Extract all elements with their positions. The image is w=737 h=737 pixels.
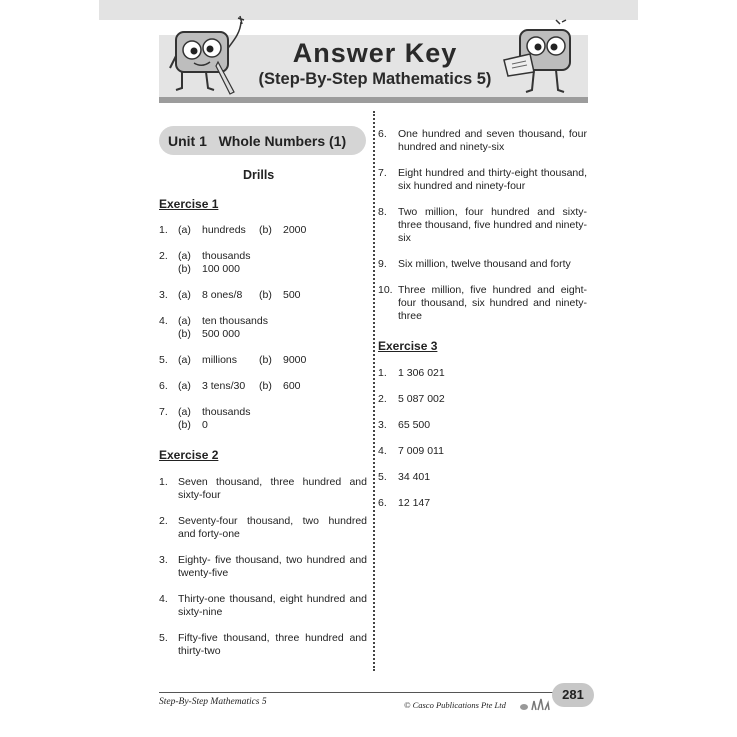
unit-header bbox=[168, 133, 346, 149]
part-a-label: (a) bbox=[178, 354, 191, 366]
item-answer: Eight hundred and thirty-eight thousand, six hundred and ninety-four bbox=[398, 167, 587, 192]
item-answer: 5 087 002 bbox=[398, 393, 445, 405]
part-a-answer: ten thousands bbox=[202, 315, 268, 327]
part-a-answer: thousands bbox=[202, 406, 251, 418]
part-b-label: (b) bbox=[178, 263, 191, 275]
unit-label: Unit 1 bbox=[168, 133, 207, 149]
exercise-2-item-6 bbox=[378, 128, 588, 156]
part-b-answer: 100 000 bbox=[202, 263, 240, 275]
part-b-label: (b) bbox=[178, 328, 191, 340]
part-b-answer: 600 bbox=[283, 380, 301, 392]
part-b-answer: 2000 bbox=[283, 224, 307, 236]
item-number: 9. bbox=[378, 258, 387, 270]
part-b-answer: 0 bbox=[202, 419, 208, 431]
part-a-answer: 8 ones/8 bbox=[202, 289, 243, 301]
part-a-label: (a) bbox=[178, 380, 191, 392]
part-b-label: (b) bbox=[259, 289, 272, 301]
exercise-3-item-3 bbox=[378, 419, 578, 433]
part-a-answer: hundreds bbox=[202, 224, 246, 236]
column-divider bbox=[373, 111, 375, 671]
exercise-2-item-4 bbox=[159, 593, 369, 621]
exercise-3-item-1 bbox=[378, 367, 578, 381]
item-number: 8. bbox=[378, 206, 387, 218]
item-number: 7. bbox=[159, 406, 168, 418]
page-number: 281 bbox=[552, 683, 594, 707]
exercise-2-item-8 bbox=[378, 206, 588, 247]
item-answer: Seven thousand, three hundred and sixty-four bbox=[178, 476, 367, 501]
exercise-3-item-4 bbox=[378, 445, 578, 459]
item-number: 3. bbox=[159, 289, 168, 301]
part-b-answer: 500 000 bbox=[202, 328, 240, 340]
item-number: 1. bbox=[159, 224, 168, 236]
exercise-1-item-3 bbox=[159, 289, 369, 303]
exercise-1-item-6 bbox=[159, 380, 369, 394]
item-answer: 1 306 021 bbox=[398, 367, 445, 379]
grass-decoration-icon bbox=[518, 697, 552, 711]
part-a-answer: 3 tens/30 bbox=[202, 380, 246, 392]
item-number: 2. bbox=[159, 250, 168, 262]
part-b-label: (b) bbox=[259, 354, 272, 366]
exercise-2-item-2 bbox=[159, 515, 369, 543]
exercise-3-item-2 bbox=[378, 393, 578, 407]
item-number: 1. bbox=[378, 367, 387, 379]
item-number: 2. bbox=[378, 393, 387, 405]
item-number: 1. bbox=[159, 476, 168, 488]
exercise-1-item-7 bbox=[159, 406, 369, 434]
exercise-1-item-1 bbox=[159, 224, 369, 238]
item-number: 6. bbox=[378, 497, 387, 509]
exercise-3-item-5 bbox=[378, 471, 578, 485]
item-number: 4. bbox=[159, 315, 168, 327]
item-number: 4. bbox=[378, 445, 387, 457]
item-number: 5. bbox=[159, 632, 168, 644]
item-number: 5. bbox=[159, 354, 168, 366]
exercise-2-title: Exercise 2 bbox=[159, 448, 219, 462]
item-number: 6. bbox=[378, 128, 387, 140]
item-number: 7. bbox=[378, 167, 387, 179]
item-answer: Thirty-one thousand, eight hundred and sixty-nine bbox=[178, 593, 367, 618]
item-answer: Seventy-four thousand, two hundred and forty-one bbox=[178, 515, 367, 540]
footer-publisher: © Casco Publications Pte Ltd bbox=[404, 700, 506, 710]
exercise-1-item-5 bbox=[159, 354, 369, 368]
exercise-2-item-10 bbox=[378, 284, 588, 325]
item-answer: 65 500 bbox=[398, 419, 431, 431]
footer-book-title: Step-By-Step Mathematics 5 bbox=[159, 697, 267, 707]
exercise-2-item-9 bbox=[378, 258, 588, 272]
part-b-answer: 9000 bbox=[283, 354, 307, 366]
item-answer: 12 147 bbox=[398, 497, 431, 509]
item-number: 6. bbox=[159, 380, 168, 392]
item-answer: Fifty-five thousand, three hundred and thirty-two bbox=[178, 632, 367, 657]
part-a-label: (a) bbox=[178, 315, 191, 327]
exercise-2-item-3 bbox=[159, 554, 369, 582]
part-b-label: (b) bbox=[259, 380, 272, 392]
part-a-answer: thousands bbox=[202, 250, 251, 262]
part-a-answer: millions bbox=[202, 354, 238, 366]
item-number: 5. bbox=[378, 471, 387, 483]
item-number: 2. bbox=[159, 515, 168, 527]
exercise-1-item-2 bbox=[159, 250, 369, 278]
part-b-label: (b) bbox=[178, 419, 191, 431]
item-answer: Eighty- five thousand, two hundred and twenty-five bbox=[178, 554, 367, 579]
part-a-label: (a) bbox=[178, 250, 191, 262]
item-answer: Six million, twelve thousand and forty bbox=[398, 258, 571, 270]
unit-name: Whole Numbers (1) bbox=[218, 133, 347, 149]
part-a-label: (a) bbox=[178, 406, 191, 418]
drills-heading: Drills bbox=[243, 168, 275, 182]
part-a-label: (a) bbox=[178, 224, 191, 236]
item-number: 4. bbox=[159, 593, 168, 605]
exercise-1-item-4 bbox=[159, 315, 369, 343]
part-a-label: (a) bbox=[178, 289, 191, 301]
item-answer: 7 009 011 bbox=[398, 445, 444, 457]
page-title: Answer Key bbox=[292, 38, 458, 68]
item-answer: Three million, five hundred and eight-four thousand, six hundred and ninety-three bbox=[398, 284, 587, 322]
item-number: 10. bbox=[378, 284, 393, 296]
item-answer: One hundred and seven thousand, four hundred and ninety-six bbox=[398, 128, 587, 153]
exercise-1-title: Exercise 1 bbox=[159, 197, 219, 211]
item-answer: Two million, four hundred and sixty-three thousand, five hundred and ninety-six bbox=[398, 206, 587, 244]
exercise-2-item-1 bbox=[159, 476, 369, 504]
part-b-answer: 500 bbox=[283, 289, 301, 301]
exercise-2-item-5 bbox=[159, 632, 369, 660]
item-answer: 34 401 bbox=[398, 471, 431, 483]
exercise-2-item-7 bbox=[378, 167, 588, 195]
footer-rule bbox=[159, 692, 579, 693]
page-subtitle: (Step-By-Step Mathematics 5) bbox=[258, 70, 492, 88]
exercise-3-title: Exercise 3 bbox=[378, 339, 438, 353]
item-number: 3. bbox=[159, 554, 168, 566]
part-b-label: (b) bbox=[259, 224, 272, 236]
item-number: 3. bbox=[378, 419, 387, 431]
exercise-3-item-6 bbox=[378, 497, 578, 511]
